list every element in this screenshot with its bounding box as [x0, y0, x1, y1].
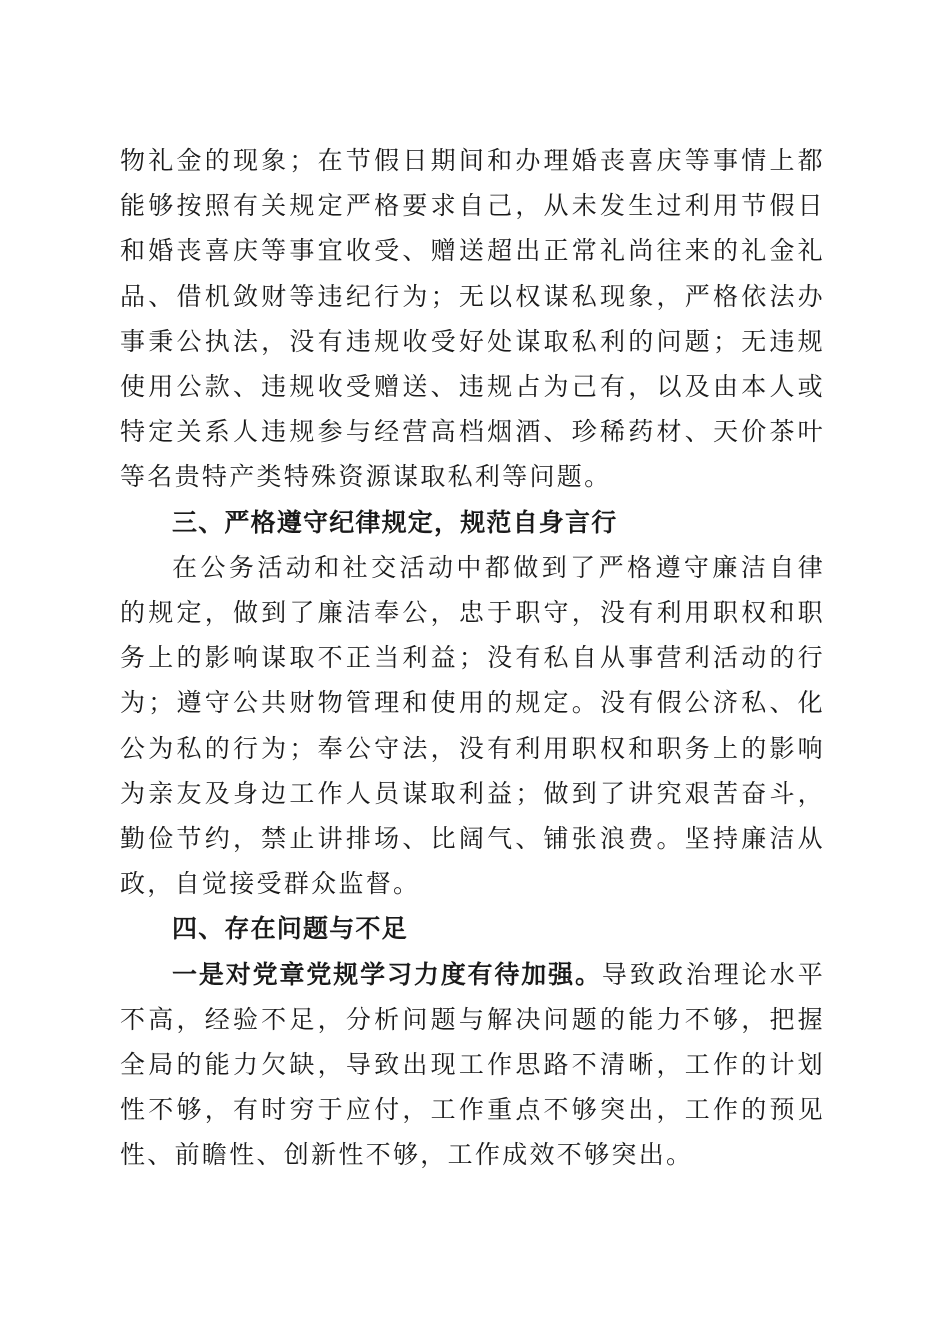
paragraph-problems-body: 导致政治理论水平不高，经验不足，分析问题与解决问题的能力不够，把握全局的能力欠缺，导致出现工作思路不清晰，工作的计划性不够，有时穷于应付，工作重点不够突出，工作的预见性、前瞻性、创新性不够，工作成效不够突出。 — [120, 959, 826, 1170]
section-heading-3: 三、严格遵守纪律规定，规范自身言行 — [172, 507, 618, 537]
paragraph-gifts-continuation: 物礼金的现象；在节假日期间和办理婚丧喜庆等事情上都能够按照有关规定严格要求自己，从未发生过利用节假日和婚丧喜庆等事宜收受、赠送超出正常礼尚往来的礼金礼品、借机敛财等违纪行为；无以权谋私现象，严格依法办事秉公执法，没有违规收受好处谋取私利的问题；无违规使用公款、违规收受赠送、违规占为己有，以及由本人或特定关系人违规参与经营高档烟酒、珍稀药材、天价茶叶等名贵特产类特殊资源谋取私利等问题。 — [120, 146, 825, 492]
section-heading-4: 四、存在问题与不足 — [172, 914, 408, 944]
paragraph-discipline: 在公务活动和社交活动中都做到了严格遵守廉洁自律的规定，做到了廉洁奉公，忠于职守，没有利用职权和职务上的影响谋取不正当利益；没有私自从事营利活动的行为；遵守公共财物管理和使用的规定。没有假公济私、化公为私的行为；奉公守法，没有利用职权和职务上的影响为亲友及身边工作人员谋取利益；做到了讲究艰苦奋斗，勤俭节约，禁止讲排场、比阔气、铺张浪费。坚持廉洁从政，自觉接受群众监督。 — [120, 552, 825, 899]
paragraph-problems — [120, 952, 825, 1178]
document-page — [120, 138, 825, 1178]
paragraph-problems-lead: 一是对党章党规学习力度有待加强。 — [172, 959, 602, 989]
